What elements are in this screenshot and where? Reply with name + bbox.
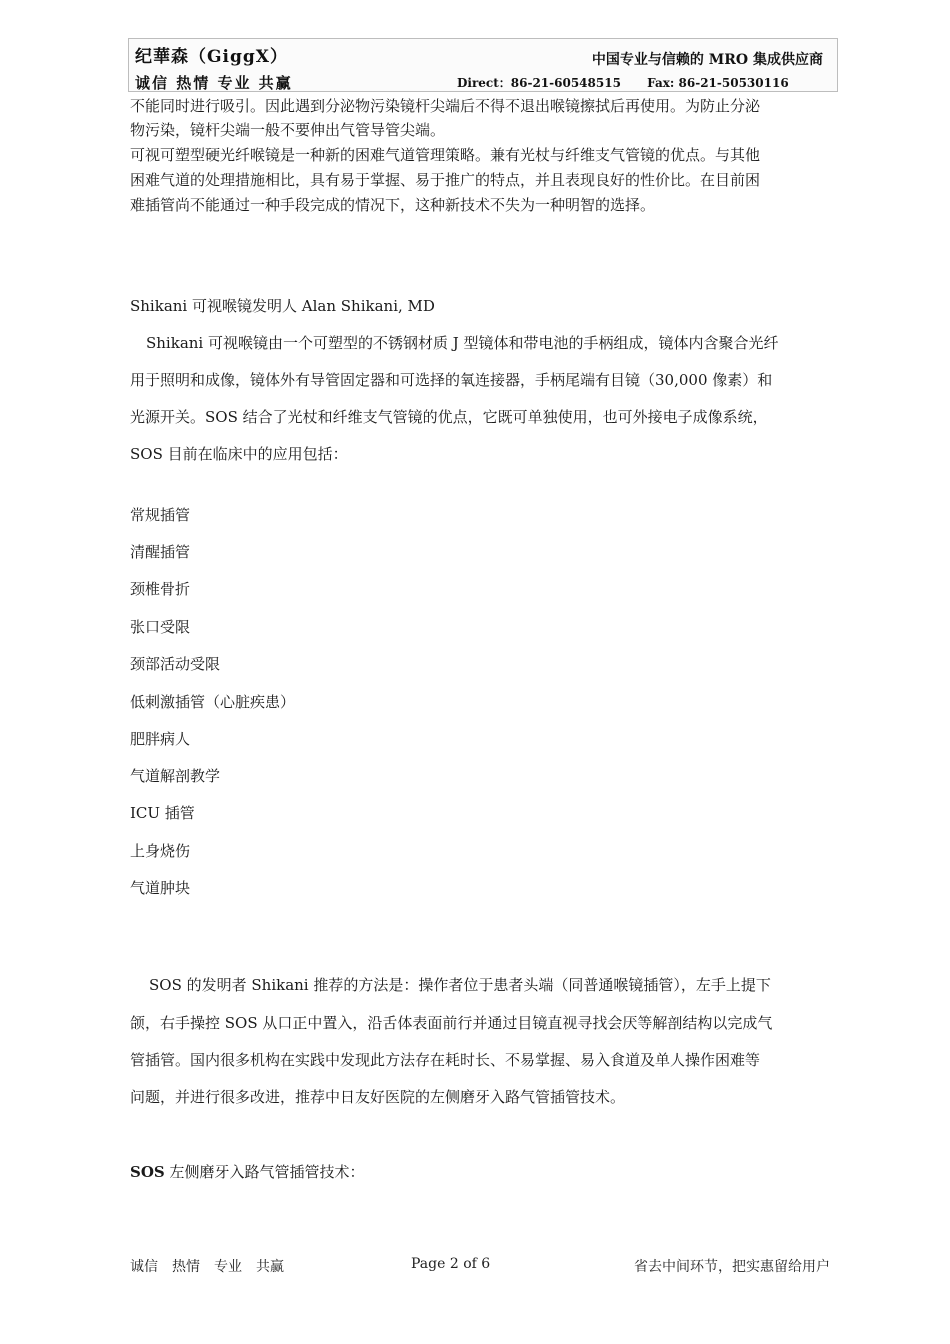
para2-line3: 难插管尚不能通过一种手段完成的情况下，这种新技术不失为一种明智的选择。: [130, 196, 656, 214]
list-item: 颈部活动受限: [130, 655, 221, 673]
list-item: 颈椎骨折: [130, 580, 191, 598]
list-item: 肥胖病人: [130, 730, 191, 748]
inventor-caption: Shikani 可视喉镜发明人 Alan Shikani, MD: [130, 297, 435, 315]
fax-number: Fax: 86-21-50530116: [647, 76, 789, 90]
brand-motto: 诚信 热情 专业 共赢: [135, 74, 293, 92]
para2-line2: 困难气道的处理措施相比，具有易于掌握、易于推广的特点，并且表现良好的性价比。在目前困: [130, 171, 761, 189]
list-item: 清醒插管: [130, 543, 191, 561]
direct-phone: Direct：86-21-60548515: [457, 76, 621, 90]
letterhead: [128, 38, 838, 92]
footer-slogan: 省去中间环节，把实惠留给用户: [634, 1259, 830, 1275]
header-slogan: 中国专业与信赖的 MRO 集成供应商: [591, 52, 823, 68]
list-item: 气道解剖教学: [130, 767, 221, 785]
list-item: 常规插管: [130, 506, 191, 524]
section-heading: [130, 1160, 365, 1184]
desc-line1: Shikani 可视喉镜由一个可塑型的不锈钢材质 J 型镜体和带电池的手柄组成，镜体内含聚合光纤: [146, 334, 779, 352]
desc-line2: 用于照明和成像，镜体外有导管固定器和可选择的氧连接器，手柄尾端有目镜（30,000 像素）和: [130, 371, 773, 389]
list-item: 张口受限: [130, 618, 191, 636]
brand-name: 纪華森（GiggX）: [135, 47, 288, 67]
method-line3: 管插管。国内很多机构在实践中发现此方法存在耗时长、不易掌握、易入食道及单人操作困难等: [130, 1051, 761, 1069]
desc-line3: 光源开关。SOS 结合了光杖和纤维支气管镜的优点，它既可单独使用，也可外接电子成像系统，: [130, 408, 768, 426]
para1-line1: 不能同时进行吸引。因此遇到分泌物污染镜杆尖端后不得不退出喉镜擦拭后再使用。为防止分泌: [130, 97, 761, 115]
list-item: ICU 插管: [130, 804, 195, 822]
desc-line4: SOS 目前在临床中的应用包括：: [130, 445, 348, 463]
list-item: 上身烧伤: [130, 842, 191, 860]
section-heading-bold: SOS: [130, 1163, 165, 1181]
footer-motto: 诚信 热情 专业 共赢: [130, 1259, 284, 1275]
list-item: 低刺激插管（心脏疾患）: [130, 693, 296, 711]
page-number: Page 2 of 6: [411, 1256, 491, 1272]
header-contact: [457, 74, 789, 91]
list-item: 气道肿块: [130, 879, 191, 897]
method-line4: 问题，并进行很多改进，推荐中日友好医院的左侧磨牙入路气管插管技术。: [130, 1088, 626, 1106]
para2-line1: 可视可塑型硬光纤喉镜是一种新的困难气道管理策略。兼有光杖与纤维支气管镜的优点。与其他: [130, 146, 761, 164]
section-heading-rest: 左侧磨牙入路气管插管技术：: [164, 1163, 365, 1181]
method-line1: SOS 的发明者 Shikani 推荐的方法是：操作者位于患者头端（同普通喉镜插管），左手上提下: [149, 976, 771, 994]
para1-line2: 物污染，镜杆尖端一般不要伸出气管导管尖端。: [130, 121, 446, 139]
method-line2: 颌，右手操控 SOS 从口正中置入，沿舌体表面前行并通过目镜直视寻找会厌等解剖结构以完成气: [130, 1014, 773, 1032]
